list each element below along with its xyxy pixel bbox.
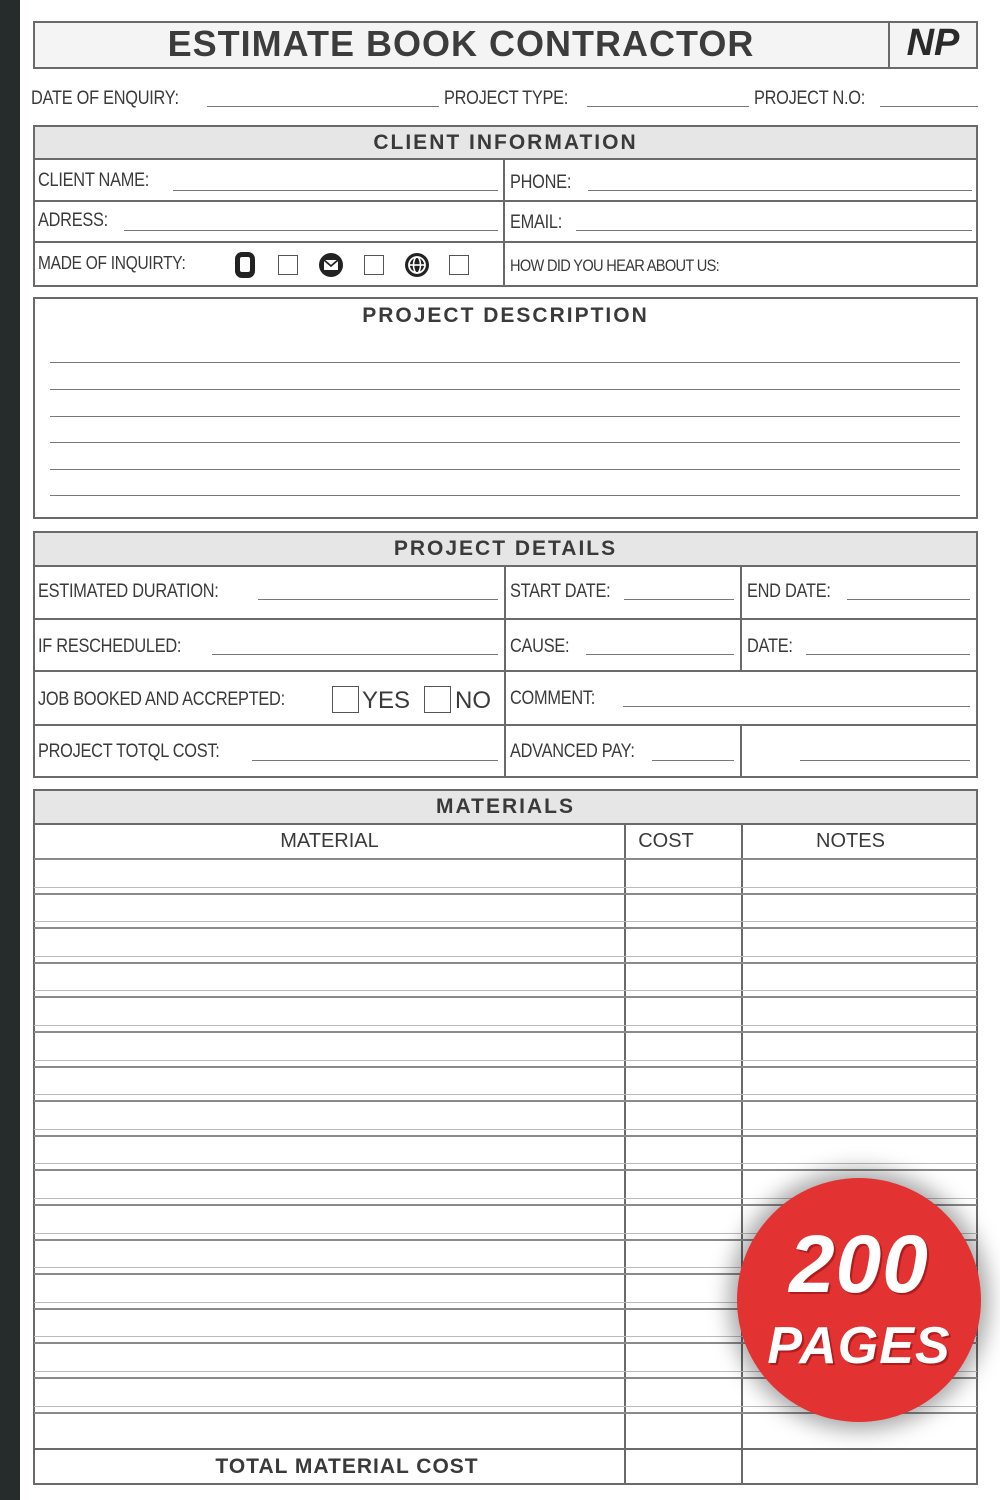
mail-icon — [317, 251, 345, 279]
advanced-pay-line[interactable] — [652, 760, 734, 761]
client-name-line[interactable] — [173, 190, 498, 191]
materials-row[interactable] — [34, 1169, 977, 1171]
start-date-line[interactable] — [624, 599, 734, 600]
estimated-duration-line[interactable] — [258, 599, 498, 600]
extra-line[interactable] — [800, 760, 970, 761]
no-checkbox[interactable] — [424, 686, 451, 713]
estimated-duration-label: ESTIMATED DURATION: — [38, 581, 219, 602]
client-row-sep-1 — [33, 200, 978, 202]
book-spine — [0, 0, 20, 1500]
date-line[interactable] — [806, 654, 970, 655]
project-details-header: PROJECT DETAILS — [33, 531, 978, 567]
materials-row[interactable] — [34, 927, 977, 929]
address-line[interactable] — [124, 230, 498, 231]
project-type-line[interactable] — [587, 106, 749, 107]
end-date-label: END DATE: — [747, 581, 831, 602]
advanced-pay-label: ADVANCED PAY: — [510, 741, 635, 762]
materials-col-divider-2 — [741, 823, 743, 1485]
date-of-enquiry-label: DATE OF ENQUIRY: — [31, 88, 179, 109]
end-date-line[interactable] — [847, 599, 970, 600]
description-line[interactable] — [50, 442, 960, 443]
phone-checkbox[interactable] — [278, 255, 298, 275]
phone-label: PHONE: — [510, 172, 572, 193]
made-of-inquiry-label: MADE OF INQUIRTY: — [38, 253, 186, 273]
total-material-cost-label: TOTAL MATERIAL COST — [215, 1455, 479, 1478]
materials-row[interactable] — [34, 1066, 977, 1068]
details-row-sep-2 — [33, 670, 978, 672]
materials-col-divider-1 — [624, 823, 626, 1485]
client-info-header: CLIENT INFORMATION — [33, 125, 978, 160]
comment-label: COMMENT: — [510, 688, 596, 709]
total-cost-label: PROJECT TOTQL COST: — [38, 741, 220, 762]
materials-header: MATERIALS — [33, 789, 978, 825]
client-name-label: CLIENT NAME: — [38, 170, 150, 191]
globe-icon — [403, 251, 431, 279]
materials-row[interactable] — [34, 858, 977, 860]
col-cost-header: COST — [638, 830, 694, 852]
description-line[interactable] — [50, 469, 960, 470]
details-divider-2b — [740, 724, 742, 778]
mail-checkbox[interactable] — [364, 255, 384, 275]
cause-label: CAUSE: — [510, 636, 570, 657]
client-info-divider — [503, 158, 505, 287]
date-of-enquiry-line[interactable] — [207, 106, 439, 107]
brand-logo: NP — [906, 22, 960, 64]
details-row-sep-3 — [33, 724, 978, 726]
page-title: ESTIMATE BOOK CONTRACTOR — [167, 23, 755, 64]
address-label: ADRESS: — [38, 210, 108, 231]
materials-row-rule — [34, 1094, 977, 1095]
materials-total-sep — [33, 1448, 978, 1450]
materials-row-rule — [34, 1129, 977, 1130]
phone-line[interactable] — [588, 190, 972, 191]
details-row-sep-1 — [33, 618, 978, 620]
materials-row[interactable] — [34, 1135, 977, 1137]
materials-row-rule — [34, 956, 977, 957]
materials-row-rule — [34, 1060, 977, 1061]
if-rescheduled-line[interactable] — [212, 654, 498, 655]
project-no-label: PROJECT N.O: — [754, 88, 866, 109]
no-label: NO — [455, 687, 491, 714]
job-booked-label: JOB BOOKED AND ACCREPTED: — [38, 689, 285, 710]
materials-row-rule — [34, 1025, 977, 1026]
materials-row-rule — [34, 990, 977, 991]
project-type-label: PROJECT TYPE: — [444, 88, 569, 109]
materials-row[interactable] — [34, 996, 977, 998]
web-checkbox[interactable] — [449, 255, 469, 275]
col-material-header: MATERIAL — [280, 830, 379, 852]
materials-row-rule — [34, 1163, 977, 1164]
project-description-box — [33, 297, 978, 519]
comment-line[interactable] — [623, 706, 970, 707]
materials-row-rule — [34, 887, 977, 888]
date-label: DATE: — [747, 636, 793, 657]
description-line[interactable] — [50, 416, 960, 417]
how-hear-label: HOW DID YOU HEAR ABOUT US: — [510, 256, 720, 275]
description-line[interactable] — [50, 389, 960, 390]
yes-checkbox[interactable] — [332, 686, 359, 713]
phone-icon — [232, 250, 258, 280]
materials-row[interactable] — [34, 893, 977, 895]
client-row-sep-2 — [33, 241, 978, 243]
badge-label: PAGES — [767, 1317, 951, 1375]
materials-row[interactable] — [34, 1031, 977, 1033]
description-line[interactable] — [50, 495, 960, 496]
if-rescheduled-label: IF RESCHEDULED: — [38, 636, 182, 657]
materials-row[interactable] — [34, 1100, 977, 1102]
page-count-badge — [737, 1178, 981, 1422]
materials-row-rule — [34, 921, 977, 922]
email-line[interactable] — [576, 230, 972, 231]
start-date-label: START DATE: — [510, 581, 611, 602]
yes-label: YES — [362, 687, 411, 714]
description-line[interactable] — [50, 362, 960, 363]
email-label: EMAIL: — [510, 212, 563, 233]
cause-line[interactable] — [586, 654, 734, 655]
col-notes-header: NOTES — [816, 830, 885, 852]
total-cost-line[interactable] — [252, 760, 498, 761]
materials-row[interactable] — [34, 962, 977, 964]
project-no-line[interactable] — [880, 106, 978, 107]
project-description-header: PROJECT DESCRIPTION — [362, 304, 649, 327]
badge-number: 200 — [789, 1219, 929, 1310]
